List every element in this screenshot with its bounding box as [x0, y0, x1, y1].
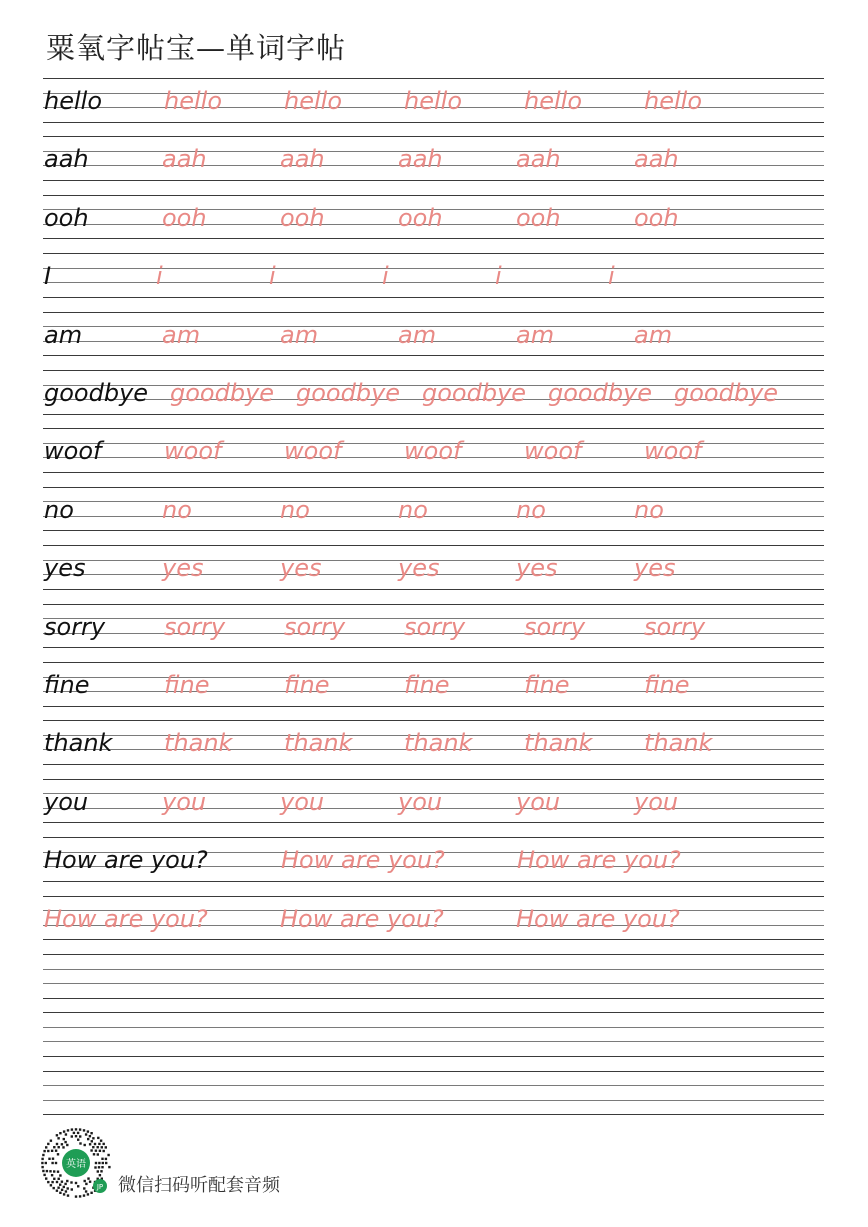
practice-row	[0, 197, 868, 255]
trace-word: thank	[284, 729, 353, 757]
ruling-line	[43, 998, 824, 999]
model-word: yes	[44, 554, 86, 582]
practice-row	[0, 664, 868, 722]
trace-word: no	[398, 496, 428, 524]
trace-word: hello	[164, 87, 222, 115]
trace-word: goodbye	[548, 379, 653, 407]
model-word: I	[44, 262, 52, 290]
trace-word: i	[608, 262, 615, 290]
trace-word: hello	[524, 87, 582, 115]
trace-word: fine	[644, 671, 690, 699]
trace-word: you	[634, 788, 679, 816]
trace-word: ooh	[280, 204, 325, 232]
trace-word: goodbye	[422, 379, 527, 407]
trace-word: i	[382, 262, 389, 290]
trace-word: no	[280, 496, 310, 524]
model-word: no	[44, 496, 74, 524]
trace-word: no	[162, 496, 192, 524]
trace-word: How are you?	[280, 905, 444, 933]
ruling-line	[43, 1100, 824, 1101]
trace-word: you	[516, 788, 561, 816]
trace-word: yes	[516, 554, 558, 582]
trace-word: woof	[164, 437, 222, 465]
trace-word: am	[516, 321, 555, 349]
trace-word: aah	[162, 145, 207, 173]
model-word: aah	[44, 145, 89, 173]
trace-word: How are you?	[281, 846, 445, 874]
ruling-line	[43, 1056, 824, 1057]
trace-word: aah	[280, 145, 325, 173]
practice-row	[0, 606, 868, 664]
ruling-line	[43, 1071, 824, 1072]
trace-word: ooh	[516, 204, 561, 232]
trace-word: fine	[164, 671, 210, 699]
ruling-line	[43, 969, 824, 970]
trace-word: How are you?	[517, 846, 681, 874]
trace-word: sorry	[404, 613, 466, 641]
practice-row	[0, 722, 868, 780]
trace-word: you	[162, 788, 207, 816]
trace-word: sorry	[644, 613, 706, 641]
trace-word: thank	[644, 729, 713, 757]
ruling-line	[43, 1041, 824, 1042]
trace-word: i	[495, 262, 502, 290]
qr-corner-text: JP	[96, 1183, 104, 1191]
trace-word: yes	[398, 554, 440, 582]
ruling-line	[43, 1114, 824, 1115]
trace-word: thank	[524, 729, 593, 757]
model-word: am	[44, 321, 83, 349]
trace-word: sorry	[284, 613, 346, 641]
trace-word: aah	[516, 145, 561, 173]
trace-word: no	[634, 496, 664, 524]
trace-word: fine	[524, 671, 570, 699]
ruling-line	[43, 1012, 824, 1013]
trace-word: i	[156, 262, 163, 290]
trace-word: hello	[404, 87, 462, 115]
model-word: sorry	[44, 613, 106, 641]
model-word: you	[44, 788, 89, 816]
trace-word: goodbye	[170, 379, 275, 407]
model-word: goodbye	[44, 379, 149, 407]
practice-row	[0, 372, 868, 430]
trace-word: goodbye	[674, 379, 779, 407]
trace-word: How are you?	[516, 905, 680, 933]
model-word: fine	[44, 671, 90, 699]
trace-word: sorry	[524, 613, 586, 641]
trace-word: you	[398, 788, 443, 816]
trace-word: am	[634, 321, 673, 349]
ruling-line	[43, 1027, 824, 1028]
trace-word: hello	[284, 87, 342, 115]
trace-word: ooh	[398, 204, 443, 232]
trace-word: aah	[398, 145, 443, 173]
model-word: ooh	[44, 204, 89, 232]
trace-word: How are you?	[44, 905, 208, 933]
trace-word: am	[398, 321, 437, 349]
trace-word: i	[269, 262, 276, 290]
qr-badge-text: 英语	[66, 1159, 86, 1170]
practice-row	[0, 547, 868, 605]
page-title: 粟氧字帖宝—单词字帖	[46, 31, 347, 65]
model-word: woof	[44, 437, 102, 465]
qr-code-icon[interactable]	[40, 1127, 112, 1199]
footer	[40, 1127, 440, 1199]
trace-word: ooh	[634, 204, 679, 232]
trace-word: yes	[634, 554, 676, 582]
model-word: How are you?	[44, 846, 208, 874]
practice-row	[0, 138, 868, 196]
trace-word: hello	[644, 87, 702, 115]
trace-word: woof	[404, 437, 462, 465]
trace-word: thank	[164, 729, 233, 757]
trace-word: yes	[280, 554, 322, 582]
trace-word: thank	[404, 729, 473, 757]
trace-word: you	[280, 788, 325, 816]
model-word: hello	[44, 87, 102, 115]
model-word: thank	[44, 729, 113, 757]
trace-word: goodbye	[296, 379, 401, 407]
practice-row	[0, 255, 868, 313]
trace-word: woof	[524, 437, 582, 465]
trace-word: am	[280, 321, 319, 349]
ruling-line	[43, 78, 824, 79]
trace-word: fine	[284, 671, 330, 699]
trace-word: fine	[404, 671, 450, 699]
trace-word: yes	[162, 554, 204, 582]
footer-caption: 微信扫码听配套音频	[118, 1175, 280, 1196]
ruling-line	[43, 1085, 824, 1086]
practice-row	[0, 80, 868, 138]
practice-row	[0, 430, 868, 488]
practice-row	[0, 489, 868, 547]
ruling-line	[43, 983, 824, 984]
practice-row	[0, 781, 868, 839]
practice-row	[0, 314, 868, 372]
trace-word: sorry	[164, 613, 226, 641]
trace-word: woof	[644, 437, 702, 465]
trace-word: ooh	[162, 204, 207, 232]
trace-word: aah	[634, 145, 679, 173]
practice-row	[0, 898, 868, 956]
practice-row	[0, 839, 868, 897]
trace-word: woof	[284, 437, 342, 465]
trace-word: am	[162, 321, 201, 349]
trace-word: no	[516, 496, 546, 524]
